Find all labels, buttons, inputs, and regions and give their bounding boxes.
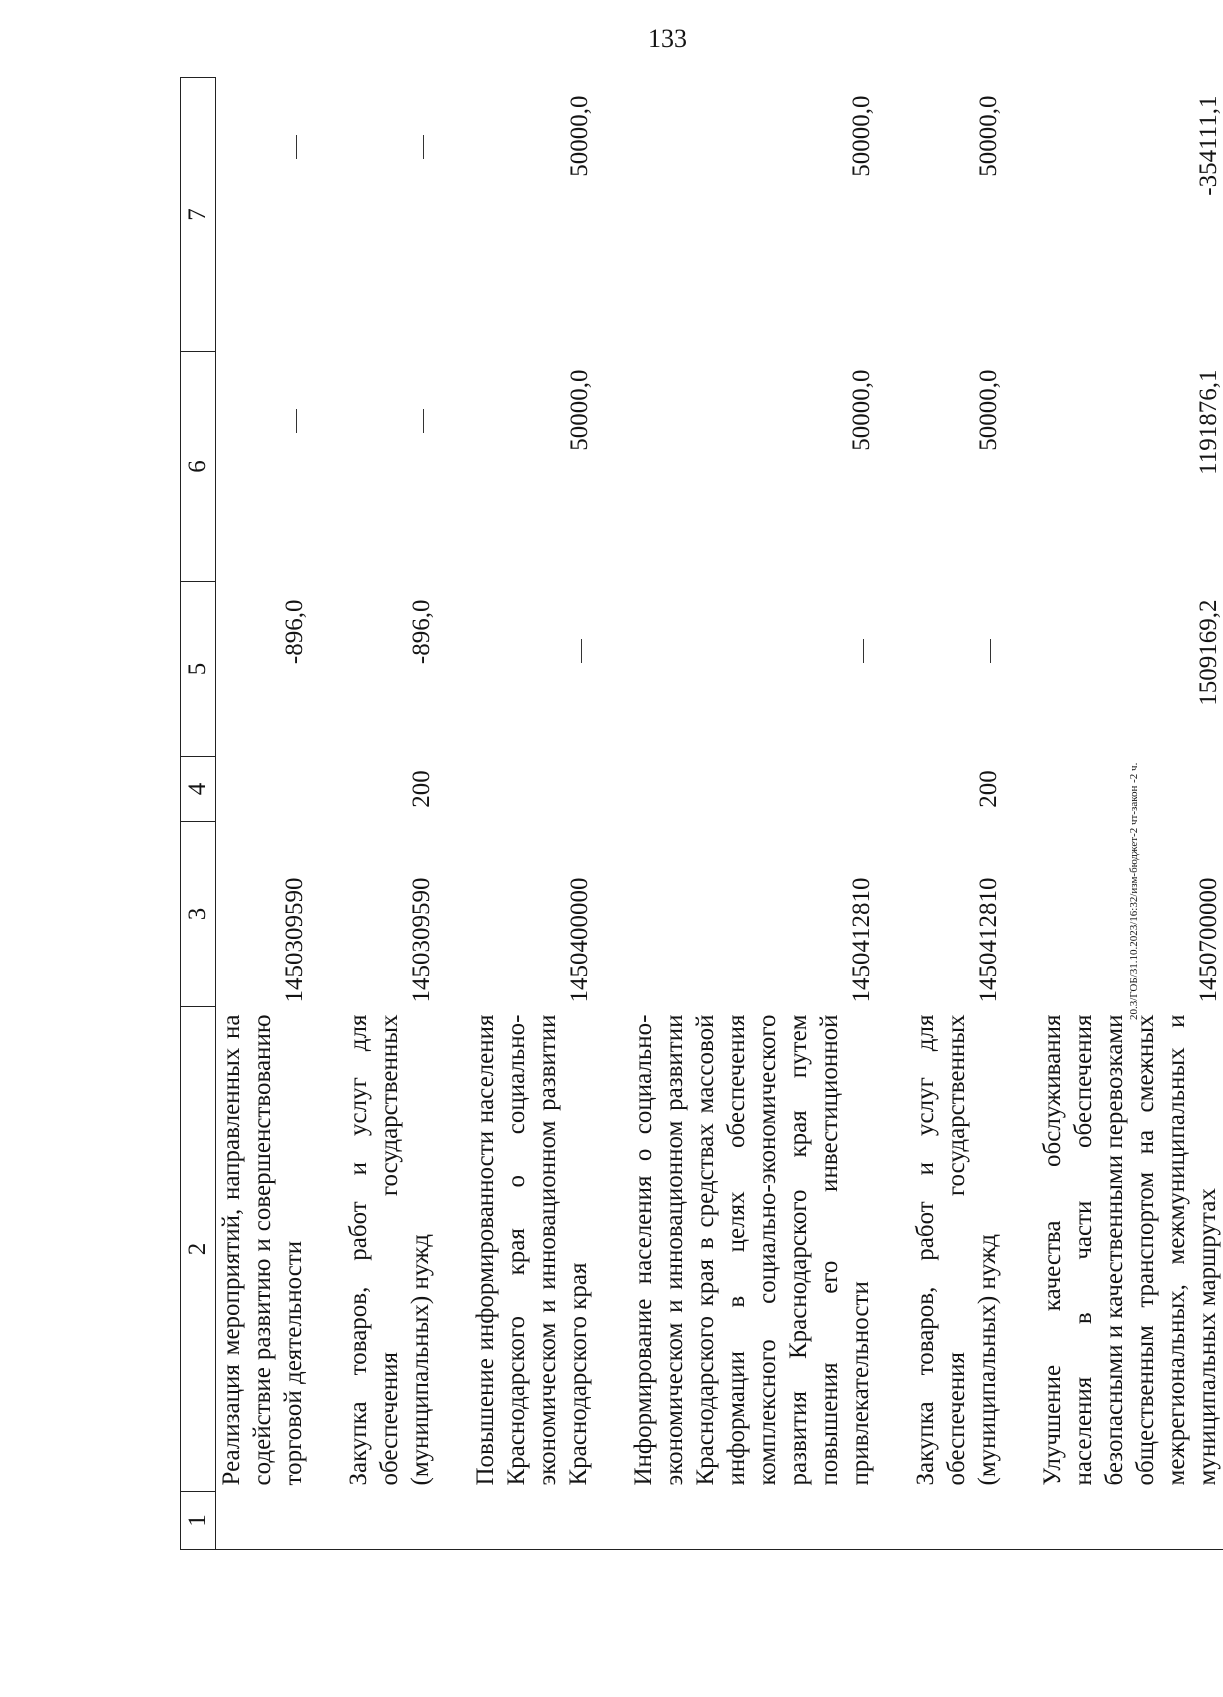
row-name: Закупка товаров, работ и услуг для обеспечения государственных (муниципальных) нужд [345, 1014, 434, 1486]
expense-type-code: 200 [975, 770, 1002, 808]
table-row [1037, 78, 1223, 1550]
amount-col-5 [910, 582, 1003, 757]
amount-col-5: -896,0 [281, 599, 308, 665]
table-row [910, 78, 1003, 1550]
row-number-cell [216, 1492, 310, 1550]
amount-col-6 [216, 352, 310, 582]
amount-col-7: 50000,0 [975, 95, 1002, 177]
dash-mark [296, 136, 297, 160]
table-row [628, 78, 876, 1550]
amount-col-7: 50000,0 [566, 95, 593, 177]
target-article-code: 1450412810 [848, 877, 875, 1003]
rotated-table-container [180, 78, 1222, 1550]
row-name: Повышение информированности населения Краснодарского края о социально-экономическом и инновационном развитии Краснодарского края [472, 1014, 592, 1486]
row-spacer [1003, 78, 1037, 1550]
target-article-code: 1450412810 [975, 877, 1002, 1003]
row-number-cell [910, 1492, 1003, 1550]
header-col-2: 2 [181, 1007, 216, 1492]
amount-col-5: 1509169,2 [1195, 599, 1222, 706]
dash-mark [423, 136, 424, 160]
header-col-7: 7 [181, 78, 216, 352]
row-spacer [309, 78, 343, 1550]
expense-type-code [628, 757, 876, 822]
amount-col-5: -896,0 [408, 599, 435, 665]
footer-note: 20.3/ГОБ/31.10.2023/16:32/изм-бюджет-2 чт-закон -2 ч. [1128, 762, 1140, 1020]
dash-mark [581, 640, 582, 664]
header-col-5: 5 [181, 582, 216, 757]
row-name: Реализация мероприятий, направленных на содействие развитию и совершенствованию торговой деятельности [218, 1014, 307, 1486]
header-col-4: 4 [181, 757, 216, 822]
amount-col-5 [470, 582, 594, 757]
page-number: 133 [648, 24, 687, 53]
target-article-code: 1450700000 [1195, 877, 1222, 1003]
row-name: Информирование населения о социально-экономическом и инновационном развитии Краснодарского края в средствах массовой информации в целях обеспечения комплексного социально-экономического развития Краснодарского края путем повышения его инвестиционной привлекательности [630, 1014, 874, 1486]
dash-mark [296, 410, 297, 434]
row-number-cell [470, 1492, 594, 1550]
amount-col-6 [343, 352, 436, 582]
target-article-code: 1450309590 [408, 877, 435, 1003]
header-row [181, 78, 216, 1550]
expense-type-code: 200 [408, 770, 435, 808]
target-article-code: 1450400000 [566, 877, 593, 1003]
expense-type-code [1037, 757, 1223, 822]
table-row [216, 78, 310, 1550]
row-spacer [876, 78, 910, 1550]
target-article-code: 1450309590 [281, 877, 308, 1003]
table-row [470, 78, 594, 1550]
amount-col-7 [216, 78, 310, 352]
dash-mark [863, 640, 864, 664]
expense-type-code [470, 757, 594, 822]
row-number-cell [343, 1492, 436, 1550]
row-number-cell [1037, 1492, 1223, 1550]
header-col-1: 1 [181, 1492, 216, 1550]
amount-col-7: -354111,1 [1195, 95, 1222, 196]
row-spacer [594, 78, 628, 1550]
dash-mark [423, 410, 424, 434]
amount-col-6: 1191876,1 [1195, 369, 1222, 475]
row-spacer [436, 78, 470, 1550]
amount-col-7: 50000,0 [848, 95, 875, 177]
amount-col-6: 50000,0 [566, 369, 593, 451]
row-number-cell [628, 1492, 876, 1550]
expense-type-code [216, 757, 310, 822]
row-name: Закупка товаров, работ и услуг для обеспечения государственных (муниципальных) нужд [912, 1014, 1001, 1486]
amount-col-6: 50000,0 [975, 369, 1002, 451]
header-col-3: 3 [181, 822, 216, 1007]
amount-col-7 [343, 78, 436, 352]
table-row [343, 78, 436, 1550]
row-name: Улучшение качества обслуживания населения в части обеспечения безопасными и качественными перевозками общественным транспортом на смежных межрегиональных, межмуниципальных и муниципальных маршрутах [1039, 1014, 1221, 1486]
budget-table [180, 77, 1223, 1550]
dash-mark [990, 640, 991, 664]
header-col-6: 6 [181, 352, 216, 582]
amount-col-5 [628, 582, 876, 757]
amount-col-6: 50000,0 [848, 369, 875, 451]
